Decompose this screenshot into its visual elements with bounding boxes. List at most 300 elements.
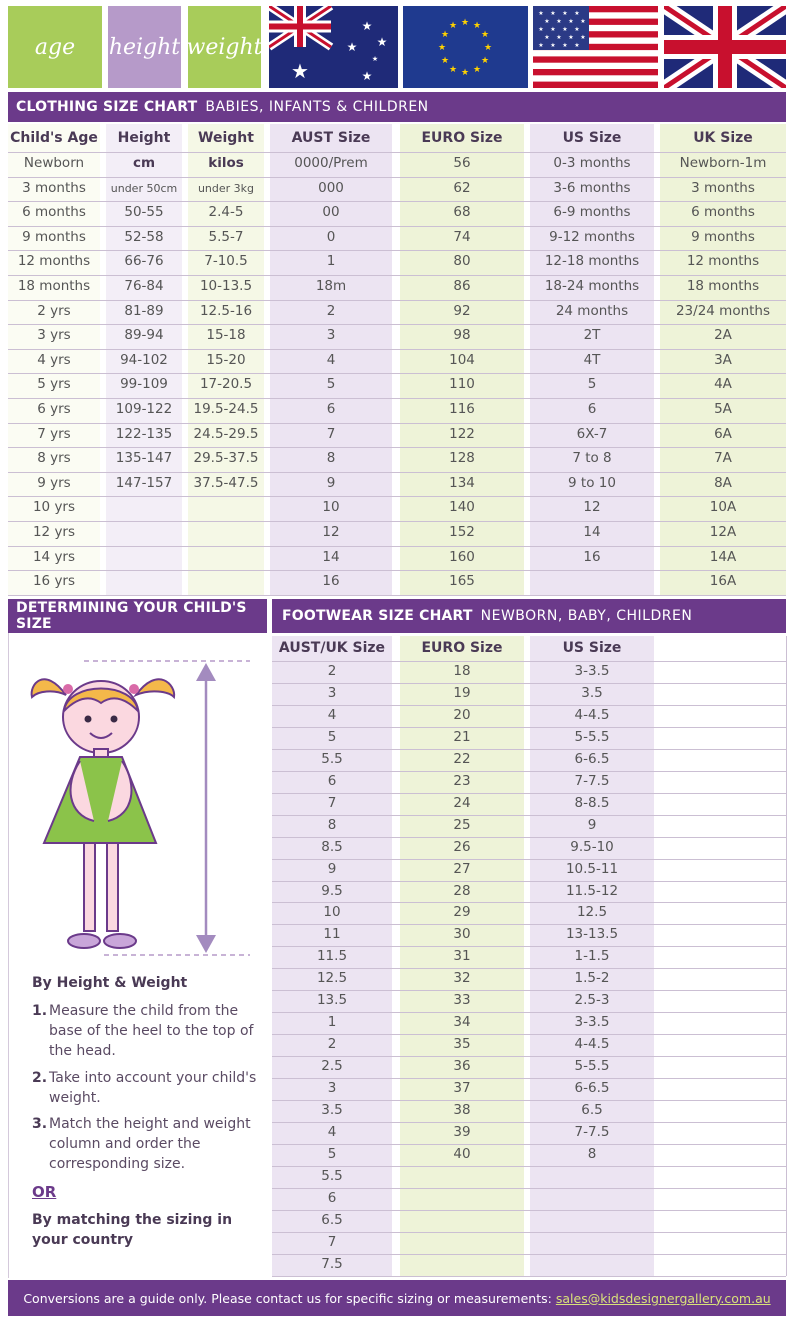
header — [8, 6, 786, 88]
table-cell: under 3kg — [197, 181, 255, 195]
table-cell: 0000/Prem — [294, 155, 368, 171]
table-cell: 8 — [327, 816, 337, 833]
table-cell: 5.5 — [321, 1167, 343, 1184]
table-cell: 4 yrs — [37, 351, 71, 368]
clothing-column-header: Height — [117, 130, 171, 146]
svg-text:★: ★ — [371, 55, 379, 63]
table-cell: 6 — [326, 401, 336, 417]
step-2-text: Take into account your child's weight. — [49, 1070, 257, 1106]
table-cell: 30 — [453, 926, 471, 943]
table-cell: under 50cm — [110, 181, 178, 195]
table-cell: 2 — [327, 1036, 337, 1053]
clothing-chart-heading: CLOTHING SIZE CHART — [16, 99, 198, 115]
row-divider — [272, 1122, 786, 1123]
row-divider — [8, 595, 786, 596]
svg-text:★: ★ — [556, 34, 562, 41]
table-cell: 122 — [449, 425, 475, 442]
table-cell: 128 — [449, 450, 475, 467]
table-cell: 3 months — [691, 179, 755, 196]
row-divider — [272, 793, 786, 794]
table-cell: 5 — [327, 1145, 337, 1162]
table-cell: 12 months — [686, 253, 760, 270]
table-cell: 5A — [714, 401, 732, 417]
table-cell: 152 — [449, 524, 475, 540]
footwear-chart-subtitle: NEWBORN, BABY, CHILDREN — [480, 608, 693, 624]
svg-text:★: ★ — [562, 26, 568, 33]
row-divider — [272, 837, 786, 838]
row-divider — [272, 705, 786, 706]
table-cell: 9 months — [691, 228, 755, 245]
table-cell: 3 — [326, 327, 336, 344]
row-divider — [272, 990, 786, 991]
table-cell: 6 — [587, 401, 597, 417]
table-cell: 12-18 months — [544, 253, 640, 270]
table-cell: 9 to 10 — [568, 474, 616, 491]
table-cell: 35 — [453, 1036, 471, 1053]
footer — [8, 1280, 786, 1316]
height-tab: height — [108, 6, 181, 88]
table-cell: 4T — [583, 351, 601, 368]
table-cell: 18-24 months — [544, 278, 640, 294]
table-cell: 140 — [449, 499, 475, 516]
table-cell: 24 — [453, 794, 471, 811]
table-cell: 24.5-29.5 — [193, 425, 259, 442]
table-cell: 1 — [327, 1014, 337, 1031]
table-cell: 5 — [587, 376, 597, 393]
table-cell: 9 months — [22, 228, 86, 245]
table-cell: 3A — [714, 351, 732, 368]
row-divider — [272, 1232, 786, 1233]
table-cell: 6.5 — [321, 1211, 343, 1228]
svg-text:★: ★ — [550, 10, 556, 17]
usa-flag — [533, 6, 658, 88]
step-2 — [32, 1068, 257, 1108]
table-cell: 6X-7 — [576, 425, 608, 442]
svg-text:★: ★ — [580, 18, 586, 25]
table-cell: 3.5 — [581, 684, 603, 701]
right-border — [786, 636, 787, 1276]
svg-text:★: ★ — [480, 30, 490, 40]
table-cell: 104 — [449, 351, 475, 368]
table-cell: 6 months — [22, 204, 86, 221]
svg-text:★: ★ — [562, 10, 568, 17]
table-cell: 29.5-37.5 — [193, 450, 259, 467]
table-cell: 5-5.5 — [574, 1058, 610, 1075]
row-divider — [8, 496, 786, 497]
table-cell: 3 — [327, 1080, 337, 1097]
table-cell: 22 — [453, 750, 471, 767]
table-cell: 5-5.5 — [574, 728, 610, 745]
table-cell: 8 — [587, 1145, 597, 1162]
table-cell: 7 to 8 — [572, 450, 612, 467]
table-cell: 6 yrs — [37, 401, 71, 417]
table-cell: 29 — [453, 904, 471, 921]
step-3-number: 3. — [32, 1116, 48, 1132]
table-cell: 15-20 — [206, 351, 246, 368]
table-cell: 11 — [323, 926, 341, 943]
table-cell: 6 — [327, 1189, 337, 1206]
determine-title: DETERMINING YOUR CHILD'S SIZE — [8, 599, 267, 633]
table-cell: 6-6.5 — [574, 1080, 610, 1097]
row-divider — [272, 881, 786, 882]
svg-text:★: ★ — [460, 18, 470, 28]
svg-text:★: ★ — [580, 34, 586, 41]
table-cell: Newborn-1m — [679, 155, 767, 171]
table-cell: 7-7.5 — [574, 772, 610, 789]
table-cell: 18 months — [686, 278, 760, 294]
table-cell: 9 — [587, 816, 597, 833]
match-country-text: By matching the sizing in your country — [32, 1212, 233, 1248]
row-divider — [8, 201, 786, 202]
table-cell: 7.5 — [321, 1255, 343, 1272]
svg-text:★: ★ — [544, 18, 550, 25]
table-cell: 7-10.5 — [204, 253, 248, 270]
table-cell: 25 — [453, 816, 471, 833]
row-divider — [272, 1034, 786, 1035]
table-cell: 147-157 — [115, 474, 173, 491]
row-divider — [272, 661, 786, 662]
table-cell: 0 — [326, 228, 336, 245]
table-cell: 8 yrs — [37, 450, 71, 467]
table-cell: 13-13.5 — [565, 926, 619, 943]
svg-text:★: ★ — [562, 42, 568, 49]
step-1-text: Measure the child from the base of the heel to the top of the head. — [49, 1003, 254, 1059]
table-cell: 122-135 — [115, 425, 173, 442]
row-divider — [272, 1210, 786, 1211]
step-1 — [32, 1001, 257, 1061]
clothing-chart-title — [8, 92, 786, 122]
table-cell: 40 — [453, 1145, 471, 1162]
step-3 — [32, 1114, 257, 1174]
table-cell: 3.5 — [321, 1102, 343, 1118]
table-cell: 7 — [327, 1233, 337, 1250]
row-divider — [8, 546, 786, 547]
table-cell: 6-6.5 — [574, 750, 610, 767]
svg-text:★: ★ — [538, 10, 544, 17]
table-cell: 20 — [453, 706, 471, 723]
table-cell: 17-20.5 — [199, 376, 253, 393]
table-cell: 10-13.5 — [199, 278, 253, 294]
table-cell: 6 — [327, 772, 337, 789]
step-1-number: 1. — [32, 1003, 48, 1019]
svg-text:★: ★ — [550, 42, 556, 49]
table-cell: 1.5-2 — [574, 970, 610, 987]
table-cell: 8 — [326, 450, 336, 467]
row-divider — [8, 423, 786, 424]
table-cell: 14A — [709, 548, 737, 565]
svg-text:★: ★ — [440, 30, 450, 40]
svg-text:★: ★ — [291, 59, 309, 83]
svg-text:★: ★ — [472, 65, 482, 75]
table-cell: 5 yrs — [37, 376, 71, 393]
table-cell: 37 — [453, 1080, 471, 1097]
table-cell: 6.5 — [581, 1102, 603, 1118]
step-2-number: 2. — [32, 1070, 48, 1086]
table-cell: 18 months — [17, 278, 91, 294]
row-divider — [272, 1144, 786, 1145]
table-cell: 7A — [714, 450, 732, 467]
table-cell: 10 — [322, 499, 340, 516]
table-cell: 7 — [327, 794, 337, 811]
table-cell: 2.4-5 — [208, 204, 244, 221]
svg-text:★: ★ — [538, 26, 544, 33]
footwear-column-header: AUST/UK Size — [278, 640, 386, 656]
table-cell: 52-58 — [124, 228, 164, 245]
table-cell: 4 — [326, 351, 336, 368]
table-cell: 76-84 — [124, 278, 164, 294]
row-divider — [272, 924, 786, 925]
row-divider — [8, 447, 786, 448]
table-cell: 6-9 months — [553, 204, 631, 221]
table-cell: 21 — [453, 728, 471, 745]
table-cell: 2 yrs — [37, 302, 71, 319]
svg-text:★: ★ — [544, 34, 550, 41]
table-cell: 116 — [449, 401, 475, 417]
clothing-column-header: AUST Size — [291, 130, 371, 146]
row-divider — [272, 727, 786, 728]
table-cell: 2.5 — [321, 1058, 343, 1075]
table-cell: 38 — [453, 1102, 471, 1118]
row-divider — [272, 1188, 786, 1189]
svg-text:★: ★ — [568, 18, 574, 25]
row-divider — [8, 349, 786, 350]
table-cell: 10.5-11 — [565, 860, 619, 877]
table-cell: 14 yrs — [32, 548, 76, 565]
table-cell: 5 — [327, 728, 337, 745]
table-cell: 98 — [453, 327, 471, 344]
table-cell: 12.5 — [576, 904, 608, 921]
table-cell: 2T — [583, 327, 601, 344]
table-cell: 24 months — [555, 302, 629, 319]
svg-text:★: ★ — [440, 56, 450, 66]
clothing-column-header: UK Size — [693, 130, 753, 146]
table-cell: 110 — [449, 376, 475, 393]
table-cell: 16 — [322, 573, 340, 590]
table-cell: 109-122 — [115, 401, 173, 417]
footwear-column-header: US Size — [562, 640, 622, 656]
table-cell: 86 — [453, 278, 471, 294]
step-3-text: Match the height and weight column and order the corresponding size. — [49, 1116, 251, 1172]
table-cell: 56 — [453, 155, 471, 171]
table-cell: 14 — [322, 548, 340, 565]
svg-text:★: ★ — [472, 21, 482, 31]
row-divider — [272, 902, 786, 903]
table-cell: 37.5-47.5 — [193, 474, 259, 491]
table-cell: 7 — [326, 425, 336, 442]
table-cell: 9 — [327, 860, 337, 877]
table-cell: 28 — [453, 882, 471, 899]
table-cell: 1-1.5 — [574, 948, 610, 965]
svg-text:★: ★ — [460, 68, 470, 78]
table-cell: 6 months — [691, 204, 755, 221]
table-cell: 8A — [714, 474, 732, 491]
footer-disclaimer: Conversions are a guide only. Please contact us for specific sizing or measurements: — [23, 1290, 552, 1306]
clothing-column-header: Weight — [198, 130, 254, 146]
svg-text:★: ★ — [361, 19, 373, 33]
table-cell: 5.5 — [321, 750, 343, 767]
table-cell: 5.5-7 — [208, 228, 244, 245]
svg-text:★: ★ — [376, 35, 388, 49]
table-cell: 11.5 — [316, 948, 348, 965]
footwear-column-bg — [660, 636, 786, 1276]
table-cell: 94-102 — [120, 351, 168, 368]
table-cell: 74 — [453, 228, 471, 245]
footwear-column-header: EURO Size — [421, 640, 503, 656]
row-divider — [8, 300, 786, 301]
row-divider — [8, 152, 786, 153]
table-cell: 19 — [453, 684, 471, 701]
table-cell: 23/24 months — [675, 302, 771, 319]
table-cell: 16A — [709, 573, 737, 590]
table-cell: 6A — [714, 425, 732, 442]
row-divider — [272, 1276, 786, 1277]
table-cell: 14 — [583, 524, 601, 540]
row-divider — [272, 859, 786, 860]
row-divider — [272, 1100, 786, 1101]
table-cell: 00 — [322, 204, 340, 221]
row-divider — [272, 771, 786, 772]
table-cell: 135-147 — [115, 450, 173, 467]
table-cell: 2A — [714, 327, 732, 344]
row-divider — [272, 968, 786, 969]
table-cell: 9.5-10 — [570, 838, 614, 855]
table-cell: 4 — [327, 1123, 337, 1140]
weight-tab: weight — [188, 6, 261, 88]
row-divider — [8, 521, 786, 522]
height-weight-heading: By Height & Weight — [32, 975, 188, 991]
table-cell: 12.5 — [316, 970, 348, 987]
table-cell: 9 yrs — [37, 474, 71, 491]
table-cell: 1 — [326, 253, 336, 270]
table-cell: 3-3.5 — [574, 1014, 610, 1031]
table-cell: 34 — [453, 1014, 471, 1031]
table-cell: 68 — [453, 204, 471, 221]
eu-flag — [403, 6, 528, 88]
table-cell: 26 — [453, 838, 471, 855]
table-cell: 2 — [326, 302, 336, 319]
table-cell: 3 — [327, 684, 337, 701]
svg-text:★: ★ — [574, 10, 580, 17]
table-cell: 7 yrs — [37, 425, 71, 442]
row-divider — [8, 275, 786, 276]
table-cell: 39 — [453, 1123, 471, 1140]
height-unit: cm — [132, 155, 156, 171]
table-cell: 27 — [453, 860, 471, 877]
svg-text:★: ★ — [556, 18, 562, 25]
table-cell: 32 — [453, 970, 471, 987]
table-cell: 12 — [322, 524, 340, 540]
contact-email-link[interactable]: sales@kidsdesignergallery.com.au — [555, 1290, 771, 1306]
table-cell: 2.5-3 — [574, 992, 610, 1009]
table-cell: 10A — [709, 499, 737, 516]
svg-text:★: ★ — [480, 56, 490, 66]
table-cell: 4 — [327, 706, 337, 723]
table-cell: 9.5 — [321, 882, 343, 899]
table-cell: 62 — [453, 179, 471, 196]
or-divider: OR — [32, 1183, 57, 1201]
row-divider — [8, 472, 786, 473]
table-cell: 12.5-16 — [199, 302, 253, 319]
table-cell: 8.5 — [321, 838, 343, 855]
table-cell: 18m — [315, 278, 347, 294]
table-cell: 31 — [453, 948, 471, 965]
svg-text:★: ★ — [574, 26, 580, 33]
row-divider — [8, 250, 786, 251]
row-divider — [8, 324, 786, 325]
table-cell: 7-7.5 — [574, 1123, 610, 1140]
row-divider — [272, 1012, 786, 1013]
table-cell: 50-55 — [124, 204, 164, 221]
uk-flag — [664, 6, 786, 88]
row-divider — [272, 1166, 786, 1167]
svg-text:★: ★ — [346, 40, 358, 54]
row-divider — [8, 226, 786, 227]
age-tab: age — [8, 6, 102, 88]
table-cell: 10 yrs — [32, 499, 76, 516]
table-cell: 12 — [583, 499, 601, 516]
table-cell: 11.5-12 — [565, 882, 619, 899]
table-cell: 16 yrs — [32, 573, 76, 590]
table-cell: 23 — [453, 772, 471, 789]
child-illustration — [24, 645, 254, 965]
clothing-chart-subtitle: BABIES, INFANTS & CHILDREN — [205, 99, 429, 115]
table-cell: 12 months — [17, 253, 91, 270]
table-cell: Newborn — [23, 155, 85, 171]
table-cell: 12 yrs — [32, 524, 76, 540]
table-cell: 15-18 — [206, 327, 246, 344]
table-cell: 4-4.5 — [574, 706, 610, 723]
clothing-column-header: Child's Age — [10, 130, 98, 146]
table-cell: 3 months — [22, 179, 86, 196]
row-divider — [272, 1056, 786, 1057]
table-cell: 000 — [318, 179, 344, 196]
table-cell: 81-89 — [124, 302, 164, 319]
table-cell: 3-6 months — [553, 179, 631, 196]
table-cell: 12A — [709, 524, 737, 540]
svg-text:★: ★ — [483, 43, 493, 53]
table-cell: 19.5-24.5 — [193, 401, 259, 417]
svg-text:★: ★ — [448, 65, 458, 75]
table-cell: 0-3 months — [553, 155, 631, 171]
svg-text:★: ★ — [568, 34, 574, 41]
row-divider — [8, 373, 786, 374]
table-cell: 66-76 — [124, 253, 164, 270]
table-cell: 3-3.5 — [574, 663, 610, 679]
table-cell: 92 — [453, 302, 471, 319]
table-cell: 9-12 months — [549, 228, 635, 245]
clothing-column-header: US Size — [562, 130, 622, 146]
table-cell: 33 — [453, 992, 471, 1009]
row-divider — [8, 398, 786, 399]
table-cell: 18 — [453, 663, 471, 679]
footwear-chart-heading: FOOTWEAR SIZE CHART — [282, 608, 473, 624]
footwear-chart-title — [272, 599, 786, 633]
row-divider — [272, 749, 786, 750]
svg-text:★: ★ — [437, 43, 447, 53]
table-cell: 134 — [449, 474, 475, 491]
table-cell: 165 — [449, 573, 475, 590]
svg-text:★: ★ — [448, 21, 458, 31]
row-divider — [272, 946, 786, 947]
table-cell: 9 — [326, 474, 336, 491]
table-cell: 4-4.5 — [574, 1036, 610, 1053]
row-divider — [8, 177, 786, 178]
weight-unit: kilos — [208, 155, 244, 171]
clothing-column-header: EURO Size — [421, 130, 503, 146]
table-cell: 89-94 — [124, 327, 164, 344]
row-divider — [272, 1078, 786, 1079]
svg-text:★: ★ — [361, 69, 373, 83]
